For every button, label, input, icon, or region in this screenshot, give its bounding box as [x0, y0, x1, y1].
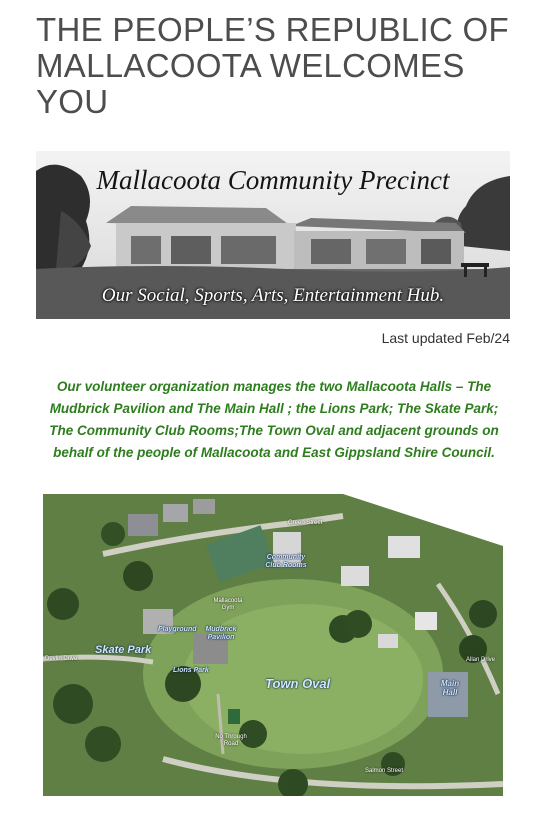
green-street-label: Green Street — [288, 520, 323, 526]
skate-park-label: Skate Park — [95, 644, 152, 656]
banner-tagline: Our Social, Sports, Arts, Entertainment Hub. — [101, 285, 445, 306]
community-club-rooms-label: Community Club Rooms — [265, 554, 307, 569]
precinct-banner-image — [36, 151, 510, 319]
intro-description: Our volunteer organization manages the two Mallacoota Halls – The Mudbrick Pavilion and The Main Hall ; the Lions Park; The Skate Park; The Community Club Rooms;The Town Oval and adjacent grounds on behalf of the people of Mallacoota and East Gippsland Shire Council. — [49, 379, 499, 460]
devlin-drive-label: Devlin Drive — [45, 656, 78, 662]
salmon-street-label: Salmon Street — [365, 768, 404, 774]
precinct-aerial-map — [43, 494, 503, 796]
mallacoota-gym-label: Mallacoota Gym — [213, 598, 243, 611]
banner-heading: Mallacoota Community Precinct — [96, 165, 450, 195]
page-title: THE PEOPLE’S REPUBLIC OF MALLACOOTA WELCOMES YOU — [36, 11, 509, 120]
last-updated-text: Last updated Feb/24 — [381, 330, 510, 346]
main-hall-label: Main Hall — [440, 679, 460, 697]
allan-drive-label: Allan Drive — [466, 657, 496, 663]
no-through-road-label: No Through Road — [215, 734, 247, 747]
lions-park-label: Lions Park — [173, 667, 209, 674]
town-oval-label: Town Oval — [265, 676, 331, 691]
mudbrick-pavilion-label: Mudbrick Pavilion — [205, 626, 237, 641]
playground-label: Playground — [158, 626, 197, 633]
